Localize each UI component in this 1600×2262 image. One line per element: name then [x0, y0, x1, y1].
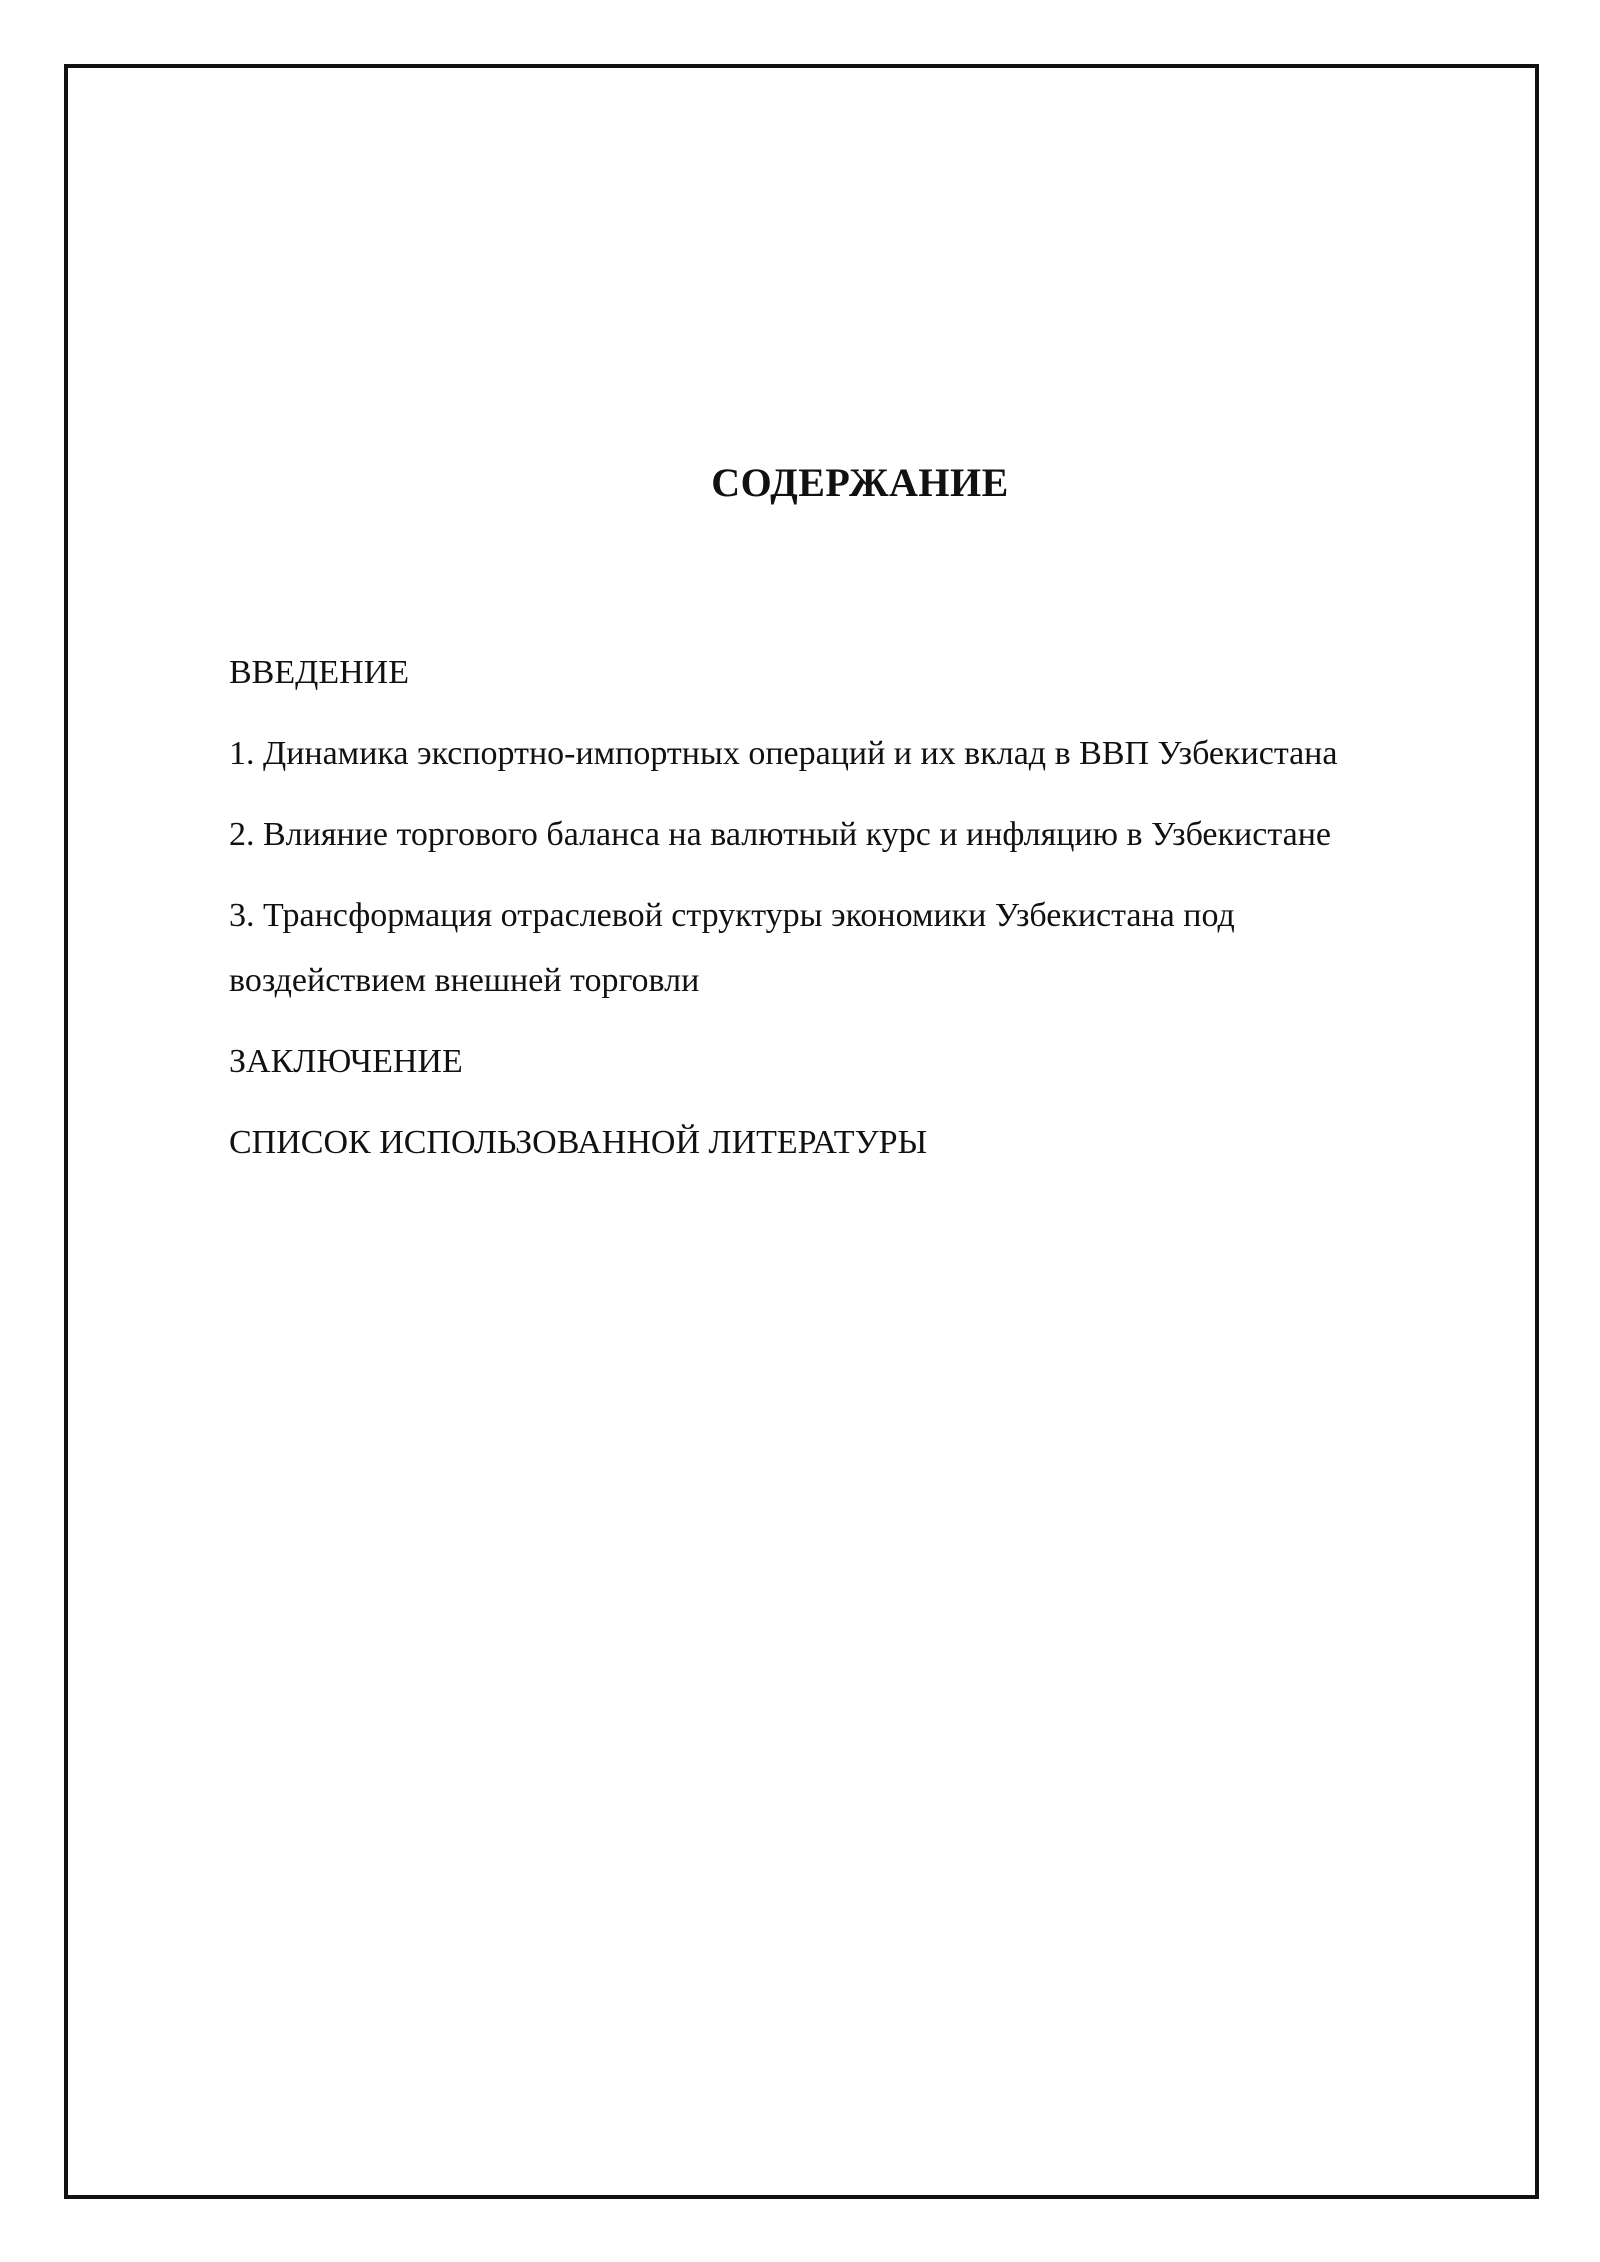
- toc-item-chapter-1: 1. Динамика экспортно-импортных операций и их вклад в ВВП Узбекистана: [229, 735, 1338, 772]
- toc-item-conclusion: ЗАКЛЮЧЕНИЕ: [229, 1043, 463, 1080]
- toc-item-references: СПИСОК ИСПОЛЬЗОВАННОЙ ЛИТЕРАТУРЫ: [229, 1124, 928, 1161]
- table-of-contents: [229, 640, 1489, 1191]
- page-title: СОДЕРЖАНИЕ: [711, 460, 1009, 505]
- toc-item-chapter-2: 2. Влияние торгового баланса на валютный курс и инфляцию в Узбекистане: [229, 816, 1331, 853]
- toc-item-introduction: ВВЕДЕНИЕ: [229, 654, 409, 691]
- toc-item-chapter-3: 3. Трансформация отраслевой структуры экономики Узбекистана под воздействием внешней торговли: [229, 897, 1235, 999]
